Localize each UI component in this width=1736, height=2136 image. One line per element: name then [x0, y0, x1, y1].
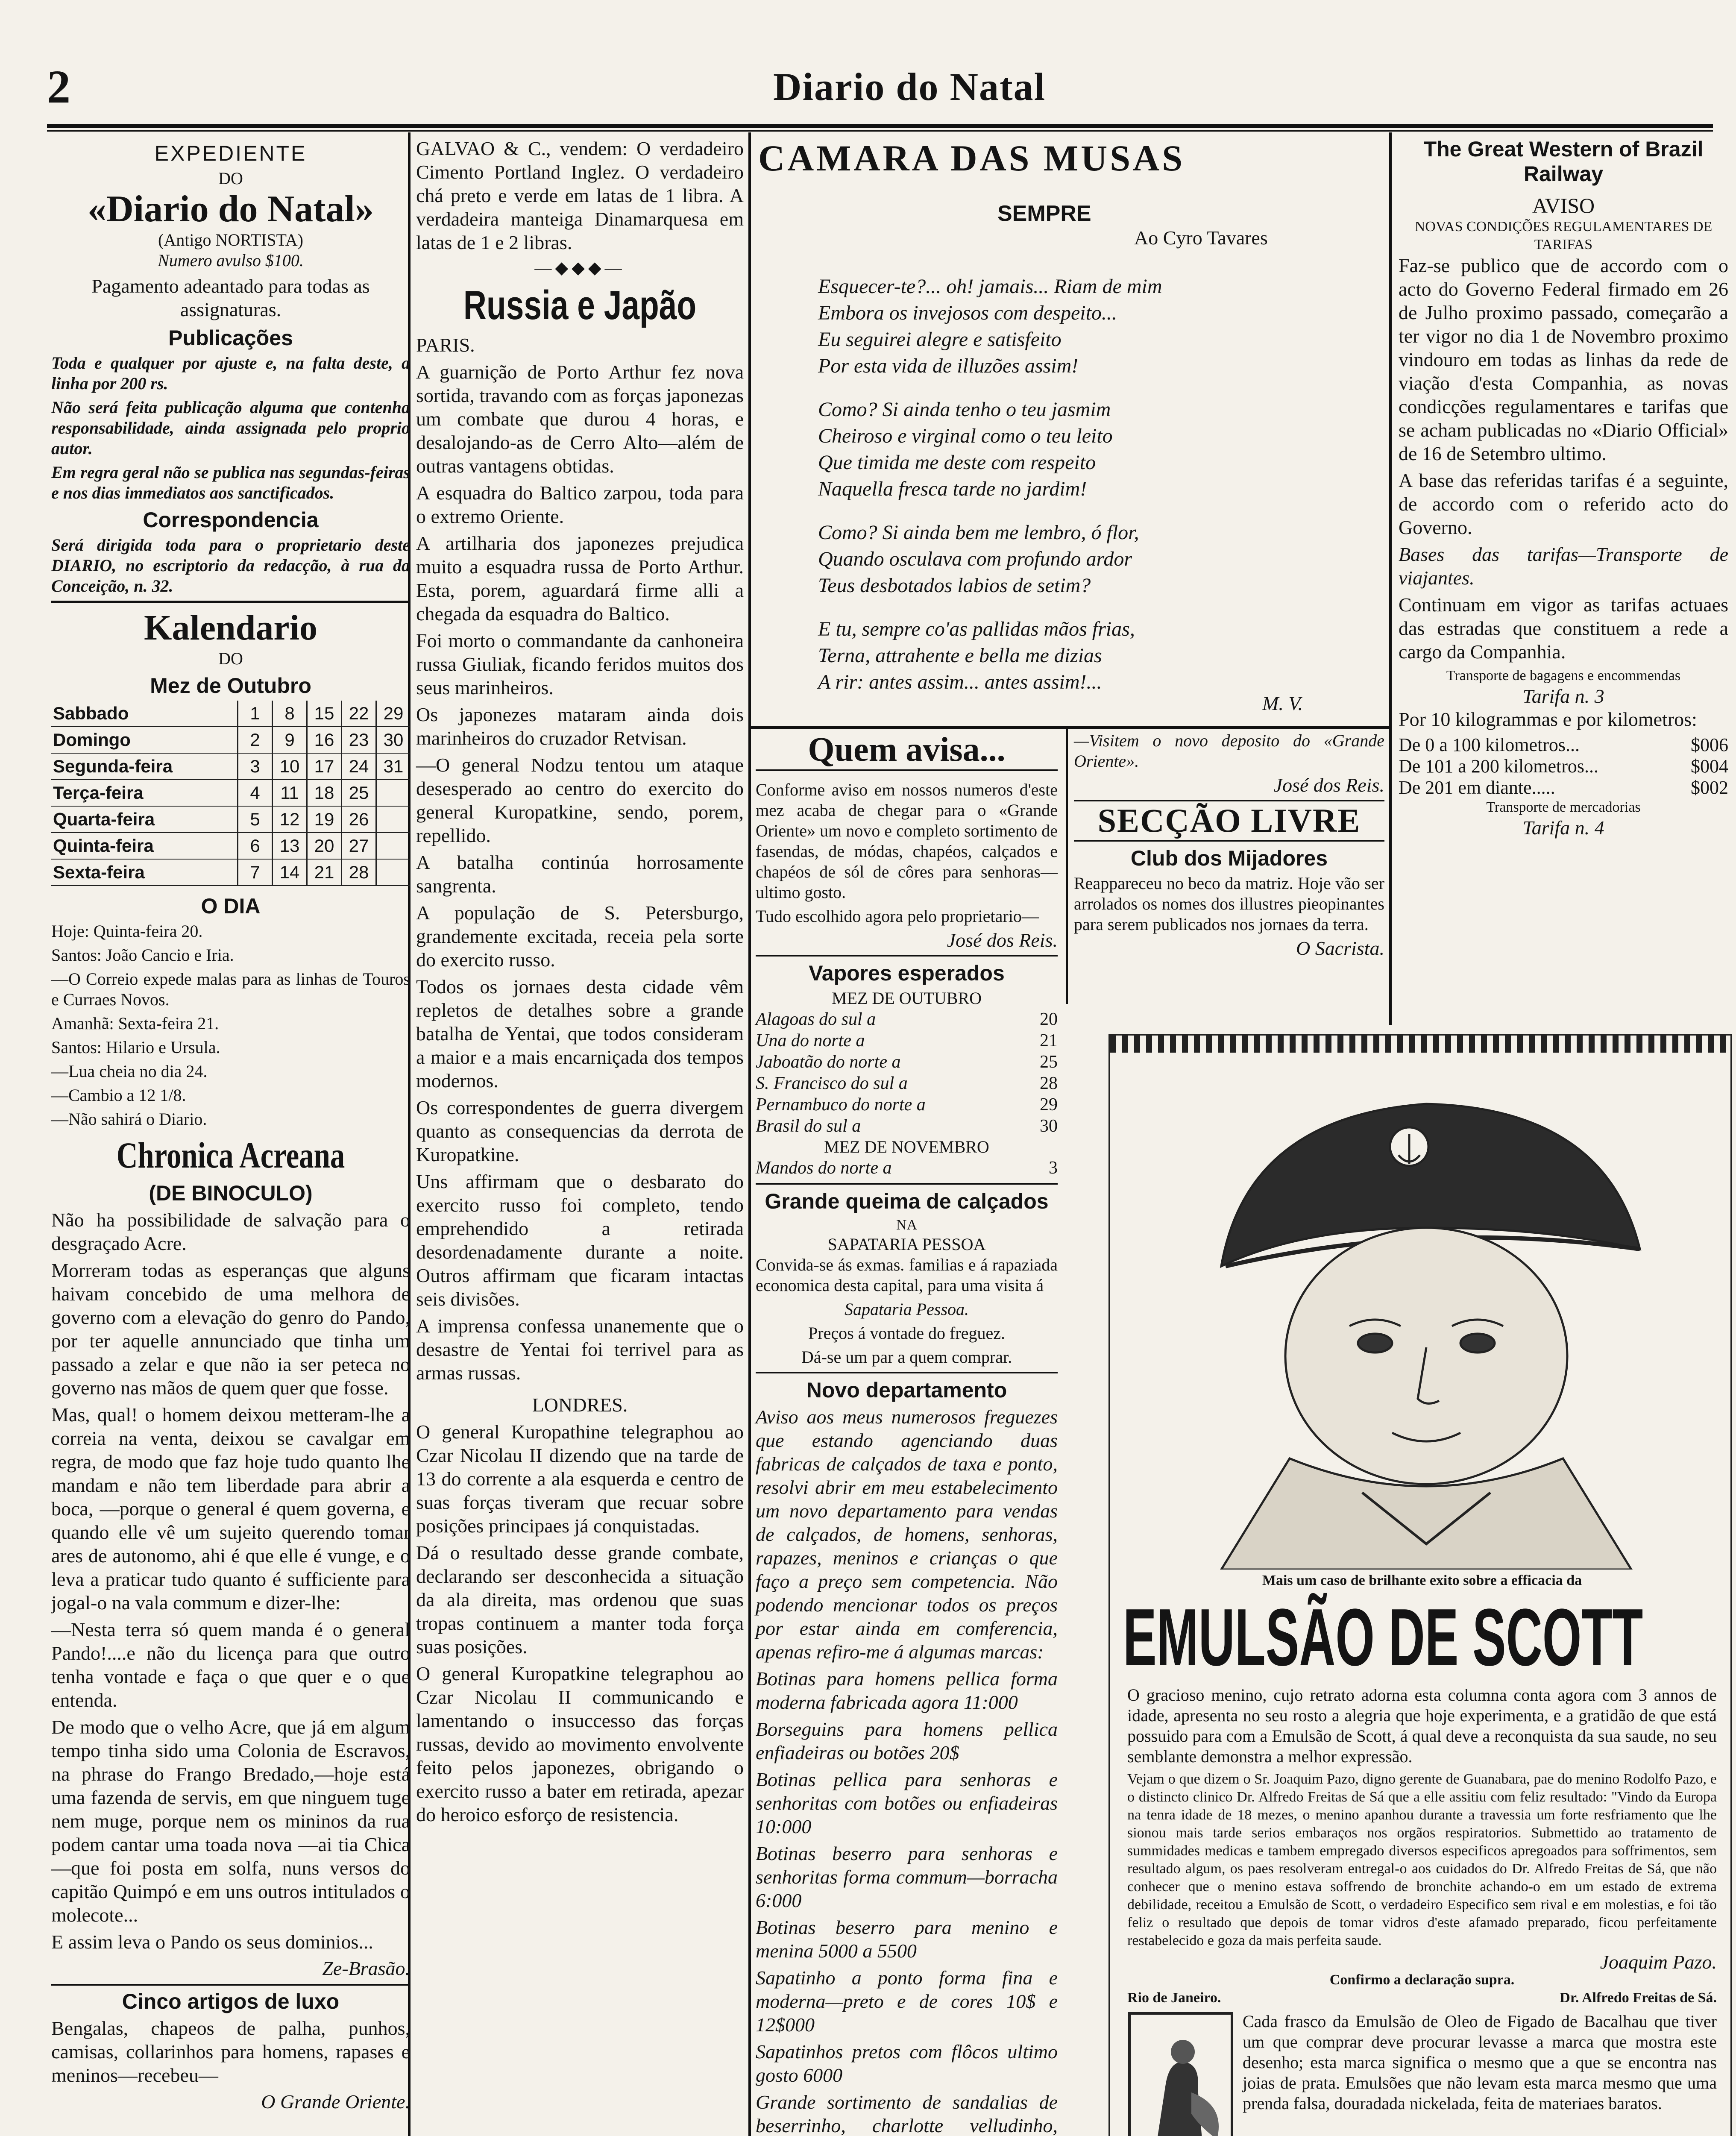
odia-list — [51, 921, 410, 1130]
railway-body — [1399, 254, 1728, 663]
calendar-date: 7 — [238, 859, 273, 886]
vapor-date: 29 — [1040, 1095, 1058, 1115]
queima-text: Convida-se ás exmas. familias e á rapaziada economica desta capital, para uma visita á — [756, 1255, 1058, 1295]
calendar-date: 17 — [307, 753, 342, 780]
vapor-date: 25 — [1040, 1052, 1058, 1072]
chronica-body — [51, 1208, 410, 1954]
russia-paragraph: A guarnição de Porto Arthur fez nova sortida, travando com as forças japonezas um combate que durou 4 horas, e desalojando-as de Cerro Alto—além de outras vantagens obtidas. — [416, 361, 744, 477]
chronica-sub: (DE BINOCULO) — [149, 1181, 313, 1205]
vapor-row — [756, 1094, 1058, 1115]
tarifa-3: Tarifa n. 3 — [1522, 685, 1604, 707]
calendar-date: 9 — [273, 727, 307, 753]
vapor-date: 28 — [1040, 1074, 1058, 1093]
advert-border-top — [1110, 1036, 1730, 1053]
advert-dr: Dr. Alfredo Freitas de Sá. — [1560, 1990, 1717, 2006]
calendar-date: 16 — [307, 727, 342, 753]
odia-line: —Lua cheia no dia 24. — [51, 1062, 208, 1081]
calendar-date: 12 — [273, 806, 307, 833]
kalendario-title: Kalendario — [144, 608, 317, 648]
camara-das-musas — [750, 137, 1390, 726]
russia-paragraph: A imprensa confessa unanemente que o desastre de Yentai foi terrivel para as armas russas. — [416, 1315, 744, 1384]
por-10: Por 10 kilogrammas e por kilometros: — [1399, 708, 1697, 730]
calendar-date: 18 — [307, 780, 342, 806]
fisherman-trademark-icon — [1127, 2011, 1234, 2136]
poem-line: A rir: antes assim... antes assim!... — [818, 671, 1102, 693]
advert-rio-row — [1127, 1989, 1717, 2007]
russia-londres: LONDRES. — [532, 1394, 628, 1416]
header-rule — [47, 124, 1713, 128]
odia-title: O DIA — [201, 894, 261, 918]
odia-line: —O Correio expede malas para as linhas de Touros e Curraes Novos. — [51, 969, 410, 1009]
vapores-sub-2: MEZ DE NOVEMBRO — [824, 1137, 989, 1156]
novo-item: Botinas para homens pellica forma moderna fabricada agora 11:000 — [756, 1668, 1058, 1713]
odia-line: Amanhã: Sexta-feira 21. — [51, 1014, 219, 1033]
pub-3: Em regra geral não se publica nas segundas-feiras e nos dias immediatos aos sanctificados. — [51, 463, 410, 502]
calendar-day: Sabbado — [51, 701, 238, 727]
poem-line: Por esta vida de illuzões assim! — [818, 355, 1079, 377]
club-signature: O Sacrista. — [1296, 937, 1384, 959]
transporte-mercadorias: Transporte de mercadorias — [1486, 799, 1641, 815]
rate-label: De 101 a 200 kilometros... — [1399, 756, 1599, 777]
odia-line: —Cambio a 12 1/8. — [51, 1086, 186, 1105]
advert-bottom — [1127, 2011, 1717, 2136]
calendar-date — [376, 806, 411, 833]
queima-da: Dá-se um par a quem comprar. — [801, 1347, 1012, 1367]
russia-paragraph: Os correspondentes de guerra divergem quanto as consequencias da derrota de Kuropatkine. — [416, 1097, 744, 1165]
quem-avisa-title: Quem avisa... — [756, 731, 1058, 771]
poem-stanza — [818, 519, 1331, 599]
poem-line: Cheiroso e virginal como o teu leito — [818, 425, 1113, 447]
poem-line: E tu, sempre co'as pallidas mãos frias, — [818, 618, 1135, 640]
vapor-row — [756, 1009, 1058, 1030]
calendar-row — [51, 806, 410, 833]
russia-paris: PARIS. — [416, 334, 475, 356]
railway-aviso: AVISO — [1532, 194, 1595, 217]
poem-stanza — [818, 616, 1331, 695]
vapor-date: 21 — [1040, 1031, 1058, 1050]
column-1 — [51, 137, 410, 2136]
rate-row — [1399, 734, 1728, 756]
railway-paragraph: Continuam em vigor as tarifas actuaes das estradas que constituem a rede a cargo da Companhia. — [1399, 594, 1728, 663]
advert-confirmo: Confirmo a declaração supra. — [1329, 1972, 1515, 1988]
poem-line: Como? Si ainda tenho o teu jasmim — [818, 398, 1111, 421]
calendar-day: Quarta-feira — [51, 806, 238, 833]
russia-paragraph: Todos os jornaes desta cidade vêm repletos de detalhes sobre a grande batalha de Yentai, que todos consideram a maior e a mais encarniçada dos tempos modernos. — [416, 976, 744, 1091]
calendar-date: 21 — [307, 859, 342, 886]
correspondencia-text: Será dirigida toda para o proprietario deste DIARIO, no escriptorio da redacção, à rua da Conceição, n. 32. — [51, 535, 410, 596]
calendar-date: 26 — [342, 806, 376, 833]
novo-item: Sapatinhos pretos com flôcos ultimo gosto 6000 — [756, 2041, 1058, 2086]
correspondencia-heading: Correspondencia — [143, 508, 319, 532]
rate-value: $004 — [1691, 756, 1728, 777]
advert-rio: Rio de Janeiro. — [1127, 1990, 1221, 2006]
visitem-text: —Visitem o novo deposito do «Grande Oriente». — [1074, 731, 1384, 771]
calendar-date: 6 — [238, 833, 273, 859]
russia-paragraph: Uns affirmam que o desbarato do exercito russo foi completo, tendo emprehendido a retirada desordenadamente durante a noite. Outros affirmam que ficaram intactas seis divisões. — [416, 1171, 744, 1310]
russia-paragraph: Dá o resultado desse grande combate, declarando ser desconhecida a situação da ala direita, mas ordenou que suas tropas continuem a manter toda força suas posições. — [416, 1542, 744, 1658]
novo-items — [756, 1667, 1058, 2136]
calendar-date — [376, 780, 411, 806]
calendar-date: 15 — [307, 701, 342, 727]
russia-paragraph: —O general Nodzu tentou um ataque desesperado ao centro do exercito do general Kuropatkine, sendo, porem, repellido. — [416, 754, 744, 846]
railway-paragraph: Bases das tarifas—Transporte de viajantes. — [1399, 543, 1728, 589]
calendar-row — [51, 753, 410, 780]
cinco-title: Cinco artigos de luxo — [51, 1984, 410, 2014]
calendar-date: 10 — [273, 753, 307, 780]
novo-text: Aviso aos meus numerosos freguezes que estando agenciando duas fabricas de calçados de taxa e ponto, resolvi abrir em meu estabelecimento um novo departamento para vendas de calçados, de homens, senhoras, rapazes, meninos e crianças o que faço a preço sem competencia. Não podendo mencionar todos os preços por estar ainda em comferencia, apenas refiro-me á algumas marcas: — [756, 1406, 1058, 1663]
emulsao-title: EMULSÃO DE SCOTT — [1123, 1592, 1643, 1683]
poem-stanza — [818, 396, 1331, 502]
russia-paragraph: Foi morto o commandante da canhoneira russa Giuliak, ficando feridos muitos dos seus marinheiros. — [416, 630, 744, 698]
chronica-signature: Ze-Brasão. — [322, 1957, 410, 1979]
vapor-name: Mandos do norte a — [756, 1158, 892, 1178]
column-4 — [1068, 731, 1390, 1004]
novo-item: Grande sortimento de sandalias de beserrinho, charlotte velludinho, — [756, 2091, 1058, 2136]
vapor-date: 30 — [1040, 1116, 1058, 1136]
poem-title: SEMPRE — [997, 201, 1091, 226]
poem-line: Embora os invejosos com despeito... — [818, 302, 1117, 324]
rate-row — [1399, 777, 1728, 798]
vapor-row — [756, 1115, 1058, 1137]
emulsao-advert — [1108, 1034, 1732, 2136]
calendar-day: Segunda-feira — [51, 753, 238, 780]
queima-title: Grande queima de calçados — [765, 1189, 1049, 1213]
vapor-date: 20 — [1040, 1009, 1058, 1029]
odia-line: Santos: Hilario e Ursula. — [51, 1038, 220, 1057]
calendar-row — [51, 727, 410, 753]
advert-p2: Vejam o que dizem o Sr. Joaquim Pazo, digno gerente de Guanabara, pae do menino Rodolfo Pazo, e o distincto clinico Dr. Alfredo Freitas de Sá que a elle assitiu com feliz resultado: "Vindo da Europa na tenra idade de 18 mezes, o menino apanhou durante a travessia um forte resfriamento que lhe sionou mais tarde serios embaraços nos orgãos respiratorios. Submettido ao tratamento de summidades medicas e tambem empregado diversos especificos apregoados para soffrimentos, sem resultado algum, os paes resolveram entregal-o aos cuidados do Dr. Alfredo Freitas de Sá, que não conhecer que o menino estava soffrendo de bronchite achando-o em um estado de extrema debilidade, receitou a Emulsão de Scott, o verdadeiro Especifico sem rival e em molestias, e foi tão feliz o resultado que depois de tomar vidros d'este afamado preparado, ficou perfeitamente restabelecido e goza da mais perfeita saude. — [1127, 1771, 1717, 1948]
chronica-title: Chronica Acreana — [116, 1135, 345, 1176]
vapor-name: Jaboatão do norte a — [756, 1052, 901, 1072]
calendar-date: 5 — [238, 806, 273, 833]
calendar-date: 11 — [273, 780, 307, 806]
quem-avisa-text-2: Tudo escolhido agora pelo proprietario— — [756, 907, 1039, 926]
calendar-date: 24 — [342, 753, 376, 780]
russia-paragraph: A população de S. Petersburgo, grandemente excitada, receia pela sorte do exercito russo. — [416, 902, 744, 971]
rate-row — [1399, 756, 1728, 777]
rate-label: De 201 em diante..... — [1399, 777, 1555, 798]
poem-line: Como? Si ainda bem me lembro, ó flor, — [818, 521, 1139, 544]
calendar-day: Domingo — [51, 727, 238, 753]
paper-name: «Diario do Natal» — [88, 188, 374, 230]
poem-signature: M. V. — [1262, 692, 1303, 714]
odia-line: —Não sahirá o Diario. — [51, 1109, 207, 1129]
novo-item: Borseguins para homens pellica enfiadeiras ou botões 20$ — [756, 1718, 1058, 1763]
numero-avulso: Numero avulso $100. — [158, 251, 304, 270]
calendar-date: 20 — [307, 833, 342, 859]
poem-dedication: Ao Cyro Tavares — [1134, 227, 1268, 249]
cinco-signature: O Grande Oriente. — [261, 2091, 410, 2113]
poem-body — [818, 273, 1331, 713]
railway-novas: NOVAS CONDIÇÕES REGULAMENTARES DE TARIFAS — [1414, 219, 1713, 252]
calendar-date — [376, 833, 411, 859]
russia-paragraph: Os japonezes mataram ainda dois marinheiros do cruzador Retvisan. — [416, 704, 744, 749]
calendar-date: 8 — [273, 701, 307, 727]
pagamento: Pagamento adeantado para todas as assignaturas. — [91, 275, 370, 320]
transporte-bagagens: Transporte de bagagens e encommendas — [1446, 668, 1681, 684]
queima-sapataria-2: Sapataria Pessoa. — [844, 1300, 969, 1319]
queima-precos: Preços á vontade do freguez. — [808, 1323, 1005, 1343]
calendar-date: 22 — [342, 701, 376, 727]
russia-body-2 — [416, 1420, 744, 1826]
vapor-row — [756, 1051, 1058, 1073]
header-rule-thin — [47, 130, 1713, 132]
vapores-sub: MEZ DE OUTUBRO — [831, 989, 982, 1008]
vapor-row — [756, 1030, 1058, 1051]
advert-body — [1127, 1685, 1717, 2136]
railway-title: The Great Western of Brazil Railway — [1423, 137, 1704, 186]
vapores-title: Vapores esperados — [809, 961, 1005, 985]
russia-paragraph: A batalha continúa horrosamente sangrenta. — [416, 851, 744, 897]
russia-body — [416, 360, 744, 1385]
calendar-date: 1 — [238, 701, 273, 727]
novo-item: Botinas beserro para menino e menina 5000 a 5500 — [756, 1916, 1058, 1962]
railway-paragraph: Faz-se publico que de accordo com o acto do Governo Federal firmado em 26 de Julho proximo passado, começarão a ter vigor no dia 1 de Novembro proximo vindouro em todas as linhas da rede de viação d'esta Companhia, as novas condicções regulamentares e tarifas que se acham publicadas no «Diario Official» de 16 de Setembro ultimo. — [1399, 255, 1728, 464]
russia-title: Russia e Japão — [463, 282, 697, 328]
queima-na: NA — [896, 1217, 918, 1233]
calendar-date: 25 — [342, 780, 376, 806]
chronica-paragraph: —Nesta terra só quem manda é o general Pando!....e não du licença para que outro tenha vontade e faça o que quer e o que entenda. — [51, 1619, 410, 1711]
quem-avisa-signature: José dos Reis. — [947, 929, 1058, 951]
pub-1: Toda e qualquer por ajuste e, na falta deste, a linha por 200 rs. — [51, 353, 410, 393]
advert-p3: Cada frasco da Emulsão de Oleo de Figado de Bacalhau que tiver um que comprar deve procurar levasse a marca que mostra este desenho; esta marca significa o mesmo que a que se encontra nas joias de prata. Emulsões que não levam esta marca mesmo que uma prenda falsa, douradada nickelada, feita de materiaes baratos. — [1243, 2012, 1717, 2113]
expediente-do: DO — [218, 169, 243, 188]
poem-line: Que timida me deste com respeito — [818, 451, 1096, 474]
kalendario-mez: Mez de Outubro — [150, 674, 311, 698]
vapor-name: Pernambuco do norte a — [756, 1095, 926, 1115]
club-title: Club dos Mijadores — [1130, 846, 1328, 870]
calendar-day: Sexta-feira — [51, 859, 238, 886]
calendar-table — [51, 701, 410, 886]
column-2 — [410, 137, 750, 2136]
odia-line: Santos: João Cancio e Iria. — [51, 945, 234, 965]
camara-title: CAMARA DAS MUSAS — [758, 138, 1185, 179]
tarifa-4: Tarifa n. 4 — [1522, 817, 1604, 839]
visitem-signature: José dos Reis. — [1273, 774, 1384, 796]
vapor-name: Alagoas do sul a — [756, 1009, 876, 1029]
masthead-title: Diario do Natal — [773, 65, 1046, 109]
kalendario-do: DO — [218, 649, 243, 668]
rate-value: $002 — [1691, 777, 1728, 798]
railway-rates — [1399, 734, 1728, 798]
calendar-date: 4 — [238, 780, 273, 806]
galvao-ad: GALVAO & C., vendem: O verdadeiro Cimento Portland Inglez. O verdadeiro chá preto e verde em latas de 1 libra. A verdadeira manteiga Dinamarquesa em latas de 1 e 2 libras. — [416, 138, 744, 253]
poem-stanza — [818, 273, 1331, 379]
calendar-date: 19 — [307, 806, 342, 833]
divider-ornament: —◆◆◆— — [534, 258, 625, 277]
poem-line: Terna, attrahente e bella me dizias — [818, 644, 1102, 667]
novo-title: Novo departamento — [806, 1378, 1007, 1402]
poem-line: Esquecer-te?... oh! jamais... Riam de mim — [818, 275, 1162, 298]
calendar-row — [51, 859, 410, 886]
vapor-name: S. Francisco do sul a — [756, 1074, 908, 1093]
vapores-list-2 — [756, 1157, 1058, 1179]
paper-antigo: (Antigo NORTISTA) — [158, 230, 303, 249]
chronica-paragraph: De modo que o velho Acre, que já em algum tempo tinha sido uma Colonia de Escravos, na phrase do Frango Bredado,—hoje está uma fazenda de servis, em que ninguem tuge nem muge, porque nem os mininos da rua podem cantar uma toada nova —ai tia Chica—que foi posta em solfa, nuns versos do capitão Quimpó e em uns outros intitulados o molecote... — [51, 1716, 410, 1926]
advert-caption: Mais um caso de brilhante exito sobre a efficacia da — [1262, 1573, 1582, 1588]
calendar-date: 13 — [273, 833, 307, 859]
page-header — [47, 60, 1709, 124]
odia-line: Hoje: Quinta-feira 20. — [51, 921, 203, 941]
queima-sapataria: SAPATARIA PESSOA — [827, 1235, 986, 1254]
vapor-date: 3 — [1049, 1158, 1058, 1178]
calendar-date: 14 — [273, 859, 307, 886]
russia-paragraph: A artilharia dos japonezes prejudica muito a esquadra russa de Porto Arthur. Esta, porem, aguardará firme alli a chegada da esquadra do Baltico. — [416, 532, 744, 625]
cinco-text: Bengalas, chapeos de palha, punhos, camisas, collarinhos para homens, rapases e meninos—recebeu— — [51, 2017, 410, 2086]
chronica-paragraph: E assim leva o Pando os seus dominios... — [51, 1931, 373, 1953]
calendar-date: 28 — [342, 859, 376, 886]
vapores-list — [756, 1009, 1058, 1137]
russia-paragraph: O general Kuropatkine telegraphou ao Czar Nicolau II communicando e lamentando o insuccesso das forças russas, devido ao movimento envolvente feito pelos japonezes, obrigando o exercito russo a bater em retirada, apezar do heroico esforço de resistencia. — [416, 1663, 744, 1825]
quem-avisa-text: Conforme aviso em nossos numeros d'este mez acaba de chegar para o «Grande Oriente» um novo e completo sortimento de fasendas, de módas, chapéos, calçados e chapéos de sól de côres para senhoras—ultimo gosto. — [756, 780, 1058, 902]
advert-p1: O gracioso menino, cujo retrato adorna esta columna conta agora com 3 annos de idade, apresenta no seu rosto a alegria que hoje experimenta, e a gratidão de que está possuido para com a Emulsão de Scott, á qual deve a reconquista da sua saude, no seu semblante demonstra a melhor expressão. — [1127, 1685, 1717, 1766]
chronica-paragraph: Não ha possibilidade de salvação para o desgraçado Acre. — [51, 1209, 410, 1254]
calendar-row — [51, 833, 410, 859]
russia-paragraph: O general Kuropathine telegraphou ao Czar Nicolau II dizendo que na tarde de 13 do corrente a ala esquerda e centro de suas forças tiveram que recuar sobre posições principaes já conquistadas. — [416, 1421, 744, 1537]
calendar-row — [51, 780, 410, 806]
expediente-heading: EXPEDIENTE — [154, 141, 307, 165]
novo-item: Sapatinho a ponto forma fina e moderna—preto e de cores 10$ e 12$000 — [756, 1967, 1058, 2036]
vapor-row — [756, 1073, 1058, 1094]
chronica-paragraph: Morreram todas as esperanças que alguns haivam concebido de uma melhora de governo com a elevação do genro do Pando, por ter aquelle annunciado que tinha um passado a zelar e que não ia ser peteca no governo nas mãos de quem quer que fosse. — [51, 1259, 410, 1399]
calendar-date: 23 — [342, 727, 376, 753]
poem-line: Eu seguirei alegre e satisfeito — [818, 328, 1062, 351]
novo-item: Botinas beserro para senhoras e senhoritas forma commum—borracha 6:000 — [756, 1843, 1058, 1911]
calendar-date: 2 — [238, 727, 273, 753]
vapor-row — [756, 1157, 1058, 1179]
column-3 — [750, 731, 1064, 2136]
poem-line: Naquella fresca tarde no jardim! — [818, 478, 1087, 500]
column-5 — [1393, 137, 1734, 1025]
pub-2: Não será feita publicação alguma que contenha responsabilidade, ainda assignada pelo proprio autor. — [51, 398, 410, 458]
rate-value: $006 — [1691, 734, 1728, 755]
calendar-date: 29 — [376, 701, 411, 727]
chronica-paragraph: Mas, qual! o homem deixou metteram-lhe a correia na venta, deixou se cavalgar em regra, de modo que faz hoje tudo quanto lhe mandam e não tem liberdade para abrir a boca, —porque o general é quem governa, e quando elle vê um sujeito querendo tomar ares de autonomo, ahi é que elle é vunge, e o leva a praticar tudo quanto é sufficiente para jogal-o na vala commum e dizer-lhe: — [51, 1404, 410, 1614]
section-rule — [750, 726, 1390, 729]
railway-paragraph: A base das referidas tarifas é a seguinte, de accordo com o referido acto do Governo. — [1399, 469, 1728, 538]
calendar-date: 27 — [342, 833, 376, 859]
calendar-day: Quinta-feira — [51, 833, 238, 859]
calendar-row — [51, 701, 410, 727]
seccao-livre-title: SECÇÃO LIVRE — [1074, 800, 1384, 842]
page-number: 2 — [47, 61, 70, 113]
rate-label: De 0 a 100 kilometros... — [1399, 734, 1580, 755]
club-text: Reappareceu no beco da matriz. Hoje vão ser arrolados os nomes dos illustres pieopinantes para serem publicados nos jornaes da terra. — [1074, 874, 1384, 934]
russia-paragraph: A esquadra do Baltico zarpou, toda para o extremo Oriente. — [416, 482, 744, 527]
advert-signature-1: Joaquim Pazo. — [1600, 1951, 1717, 1973]
calendar-date: 30 — [376, 727, 411, 753]
calendar-date: 3 — [238, 753, 273, 780]
boy-portrait-illustration — [1161, 1065, 1683, 1570]
vapor-name: Una do norte a — [756, 1031, 865, 1050]
publicacoes-heading: Publicações — [168, 326, 293, 350]
poem-line: Quando osculava com profundo ardor — [818, 548, 1132, 570]
poem-line: Teus desbotados labios de setim? — [818, 574, 1091, 597]
calendar-day: Terça-feira — [51, 780, 238, 806]
novo-item: Botinas pellica para senhoras e senhoritas com botões ou enfiadeiras 10:000 — [756, 1769, 1058, 1837]
calendar-date: 31 — [376, 753, 411, 780]
calendar-date — [376, 859, 411, 886]
vapor-name: Brasil do sul a — [756, 1116, 861, 1136]
